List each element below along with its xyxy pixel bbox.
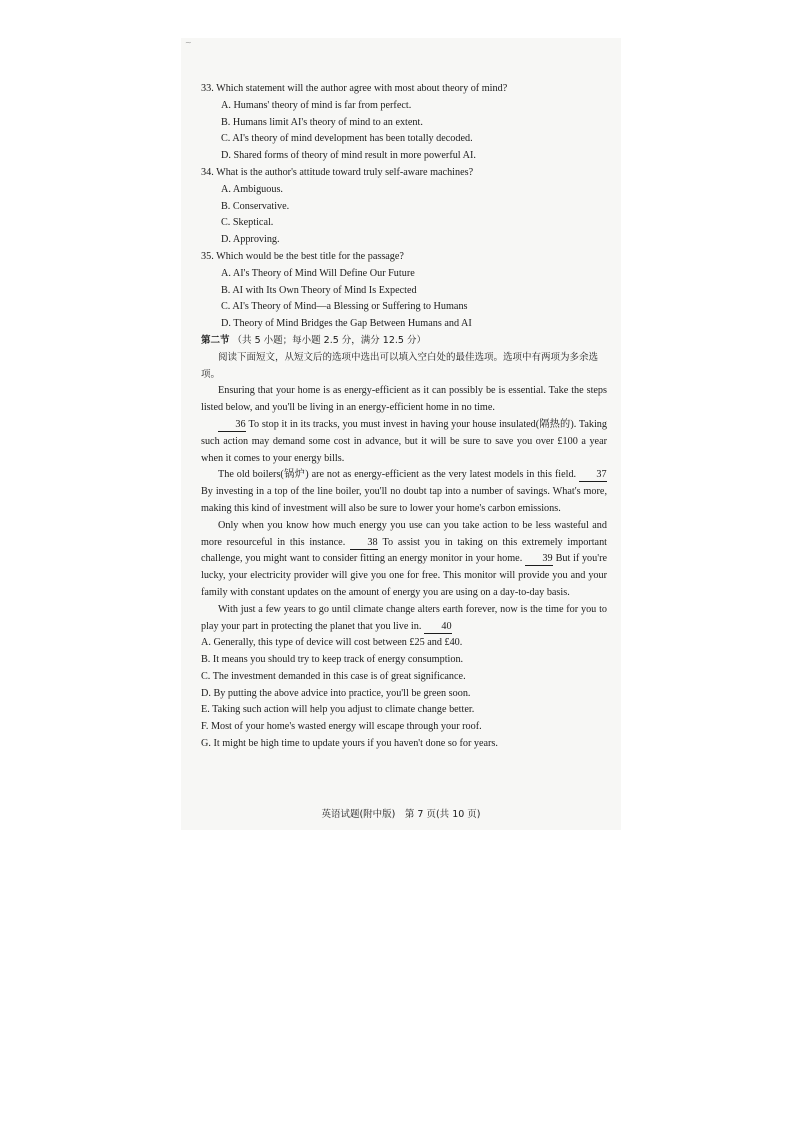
option: C. AI's theory of mind development has been totally decoded. [221, 133, 473, 145]
paragraph-text: With just a few years to go until climate change alters earth forever, now is the time for you to play your part in protecting the planet that you live in. [201, 603, 607, 632]
choice-b: B. It means you should try to keep track of energy consumption. [201, 654, 464, 666]
blank-39: 39 [525, 553, 553, 566]
scan-corner-mark: ~ [185, 38, 192, 47]
option: A. AI's Theory of Mind Will Define Our Future [221, 267, 415, 279]
passage-paragraph-2 [201, 417, 607, 467]
blank-37: 37 [579, 469, 607, 482]
choice-c: C. The investment demanded in this case is of great significance. [201, 670, 466, 682]
section-scoring: （共 5 小题；每小题 2.5 分，满分 12.5 分） [232, 334, 426, 346]
exam-page [181, 38, 621, 830]
question-stem: 34. What is the author's attitude toward truly self-aware machines? [201, 166, 474, 178]
question-34 [201, 165, 607, 249]
paragraph-text: The old boilers(锅炉) are not as energy-efficient as the very latest models in this field. [218, 469, 579, 481]
choice-f: F. Most of your home's wasted energy will escape through your roof. [201, 721, 482, 733]
passage-paragraph-1: Ensuring that your home is as energy-efficient as it can possibly be is essential. Take the steps listed below, and you'll be living in an energy-efficient home in no time. [201, 385, 607, 414]
passage-paragraph-5 [201, 602, 607, 636]
option: B. Conservative. [221, 200, 290, 212]
section-title: 第二节 [201, 334, 230, 346]
option: C. AI's Theory of Mind—a Blessing or Suffering to Humans [221, 301, 468, 313]
paragraph-text: To stop it in its tracks, you must invest in having your house insulated(隔热的). Taking such action may demand some cost in advance, but it will be sure to save you over £100 a year when it comes to your energy bills. [201, 418, 607, 464]
option: A. Ambiguous. [221, 183, 283, 195]
page-footer: 英语试题(附中版) 第 7 页(共 10 页) [321, 809, 481, 820]
option: C. Skeptical. [221, 217, 274, 229]
question-33 [201, 81, 607, 165]
paragraph-text: Only when you know how much energy you use can you take action to be less wasteful and more resourceful in this instance. [201, 519, 607, 548]
passage-paragraph-3 [201, 467, 607, 517]
blank-40: 40 [424, 621, 452, 634]
paragraph-text: But if you're lucky, your electricity provider will give you one for free. This monitor will provide you and your family with constant updates on the amount of energy you are using on a day-to-day basis. [201, 553, 607, 598]
section-heading [201, 333, 607, 350]
choice-g: G. It might be high time to update yours if you haven't done so for years. [201, 738, 498, 750]
paragraph-text: By investing in a top of the line boiler, you'll no doubt tap into a number of savings. What's more, making this kind of investment will also be sure to lower your home's carbon emissions. [201, 486, 607, 514]
question-stem: 35. Which would be the best title for the passage? [201, 250, 404, 262]
paragraph-text: To assist you in taking on this extremely important challenge, you might want to consider fitting an energy monitor in your home. [201, 536, 607, 565]
question-35 [201, 249, 607, 333]
choice-e: E. Taking such action will help you adjust to climate change better. [201, 704, 475, 716]
option: A. Humans' theory of mind is far from perfect. [221, 99, 412, 111]
option: D. Theory of Mind Bridges the Gap Between Humans and AI [221, 318, 472, 330]
section-instructions: 阅读下面短文，从短文后的选项中选出可以填入空白处的最佳选项。选项中有两项为多余选项。 [201, 351, 599, 380]
answer-choices [201, 635, 607, 753]
option: D. Shared forms of theory of mind result in more powerful AI. [221, 150, 476, 162]
option: D. Approving. [221, 234, 280, 246]
blank-38: 38 [350, 537, 378, 550]
passage-paragraph-4 [201, 518, 607, 602]
choice-d: D. By putting the above advice into practice, you'll be green soon. [201, 687, 471, 699]
option: B. Humans limit AI's theory of mind to an extent. [221, 116, 423, 128]
choice-a: A. Generally, this type of device will cost between £25 and £40. [201, 637, 463, 649]
question-stem: 33. Which statement will the author agree with most about theory of mind? [201, 83, 508, 94]
page-content [201, 81, 607, 753]
option: B. AI with Its Own Theory of Mind Is Expected [221, 284, 417, 296]
blank-36: 36 [218, 419, 246, 432]
